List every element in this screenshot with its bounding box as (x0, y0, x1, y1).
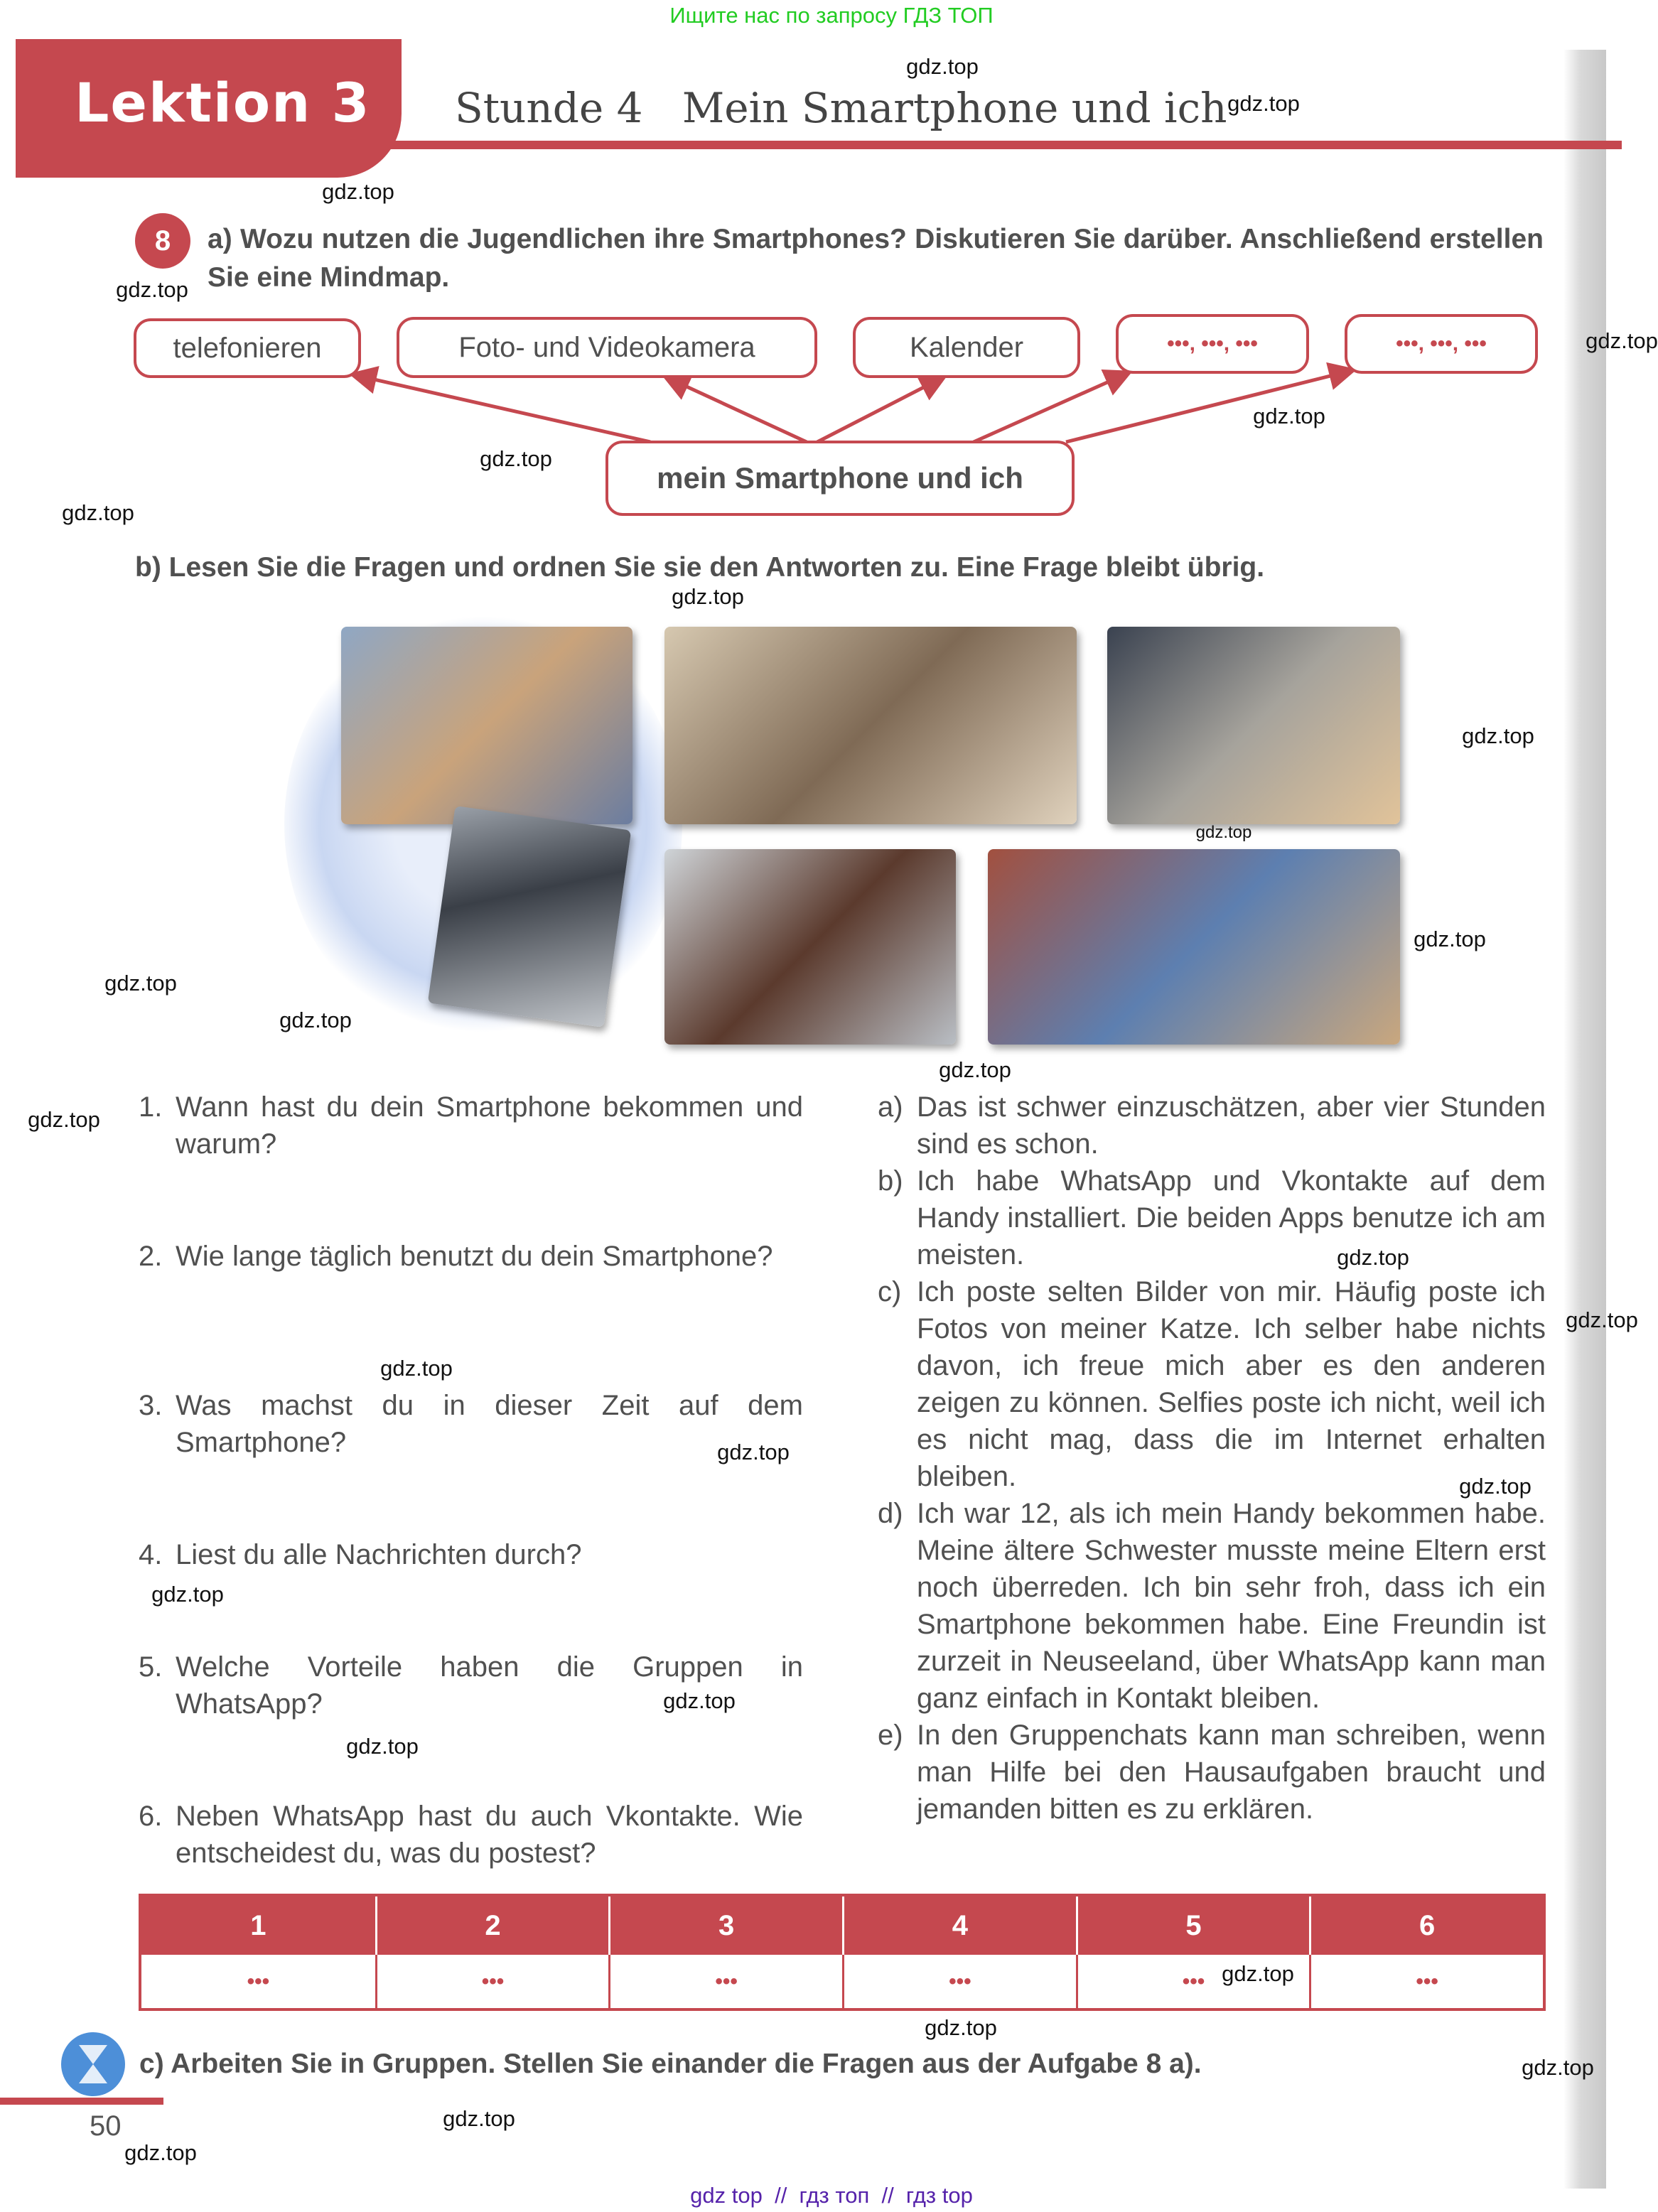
watermark: gdz.top (279, 1008, 352, 1032)
mindmap-node-kalender: Kalender (853, 317, 1080, 378)
table-cell: ••• (375, 1955, 609, 2008)
photo-friends-map (664, 627, 1077, 824)
table-cell: ••• (1076, 1955, 1310, 2008)
question-1: 1. Wann hast du dein Smartphone bekommen und warum? (139, 1091, 803, 1160)
footer-divider (0, 2098, 163, 2105)
watermark: gdz.top (104, 971, 177, 996)
watermark: gdz.top (151, 1582, 224, 1607)
watermark: gdz.top (939, 1057, 1011, 1082)
watermark: gdz.top (717, 1440, 790, 1464)
table-header: 4 (842, 1897, 1076, 1955)
watermark: gdz.top (1222, 1961, 1294, 1986)
question-4: 4. Liest du alle Nachrichten durch? (139, 1539, 582, 1570)
photo-young-man-phone (341, 627, 632, 824)
watermark: gdz.top (1459, 1474, 1532, 1499)
page-title: Stunde 4 Mein Smartphone und ich (455, 84, 1227, 132)
watermark: gdz.top (124, 2140, 197, 2165)
arrow-3 (817, 378, 942, 442)
watermark: gdz.top (1227, 91, 1300, 116)
watermark: gdz.top (1195, 823, 1252, 842)
table-cell: ••• (842, 1955, 1076, 2008)
arrow-2 (668, 378, 807, 442)
table-header: 3 (608, 1897, 842, 1955)
table-header: 1 (141, 1897, 375, 1955)
answer-b: b) Ich habe WhatsApp und Vkontakte auf dem Handy installiert. Die beiden Apps benutze ich am meisten. (878, 1165, 1546, 1270)
question-6: 6. Neben WhatsApp hast du auch Vkontakte. Wie entscheidest du, was du postest? (139, 1801, 803, 1869)
footer-links: gdz top // гдз топ // гдз top (690, 2183, 973, 2208)
watermark: gdz.top (1566, 1307, 1638, 1332)
answer-a: a) Das ist schwer einzuschätzen, aber vier Stunden sind es schon. (878, 1091, 1546, 1160)
watermark: gdz.top (1337, 1245, 1409, 1270)
answer-c: c) Ich poste selten Bilder von mir. Häufig poste ich Fotos von meiner Katze. Ich selber habe nichts davon, ich freue mich aber es den anderen zeigen zu können. Selfies poste ich nicht, weil ich es nicht mag, dass die im Internet erhalten bleiben. (878, 1276, 1546, 1492)
table-header: 2 (375, 1897, 609, 1955)
watermark: gdz.top (672, 584, 744, 609)
photo-selfie-car (664, 849, 956, 1045)
watermark: gdz.top (62, 500, 134, 525)
question-3: 3. Was machst du in dieser Zeit auf dem Smartphone? (139, 1390, 803, 1458)
watermark: gdz.top (443, 2106, 515, 2131)
watermark: gdz.top (380, 1356, 453, 1381)
watermark: gdz.top (1462, 723, 1534, 748)
mindmap-node-blank: •••, •••, ••• (1116, 314, 1309, 374)
task-c-instruction: c) Arbeiten Sie in Gruppen. Stellen Sie einander die Fragen aus der Aufgabe 8 a). (139, 2049, 1202, 2079)
watermark: gdz.top (28, 1107, 100, 1132)
task-number-badge: 8 (135, 213, 190, 269)
answers-list (878, 1089, 1546, 1828)
question-2: 2. Wie lange täglich benutzt du dein Smartphone? (139, 1241, 773, 1272)
group-work-icon (61, 2032, 125, 2096)
answer-matching-table (139, 1894, 1546, 2011)
watermark: gdz.top (480, 446, 552, 471)
search-hint: Ищите нас по запросу ГДЗ ТОП (669, 3, 994, 28)
question-5: 5. Welche Vorteile haben die Gruppen in WhatsApp? (139, 1651, 803, 1720)
watermark: gdz.top (663, 1688, 736, 1713)
mindmap-node-blank: •••, •••, ••• (1345, 314, 1538, 374)
watermark: gdz.top (1253, 404, 1325, 428)
mindmap-center: mein Smartphone und ich (605, 441, 1075, 516)
watermark: gdz.top (346, 1734, 419, 1759)
watermark: gdz.top (116, 277, 188, 302)
watermark: gdz.top (1586, 328, 1658, 353)
table-cell: ••• (608, 1955, 842, 2008)
task-a-instruction: a) Wozu nutzen die Jugendlichen ihre Smartphones? Diskutieren Sie darüber. Anschließend erstellen Sie eine Mindmap. (208, 224, 1544, 293)
task-b-instruction: b) Lesen Sie die Fragen und ordnen Sie sie den Antworten zu. Eine Frage bleibt übrig. (135, 552, 1265, 583)
mindmap-node-camera: Foto- und Videokamera (397, 317, 817, 378)
watermark: gdz.top (322, 179, 394, 204)
mindmap-node-telefonieren: telefonieren (134, 318, 361, 378)
photo-group-phones (988, 849, 1400, 1045)
lesson-title: Lektion 3 (75, 71, 371, 134)
watermark: gdz.top (1522, 2055, 1594, 2080)
answer-e: e) In den Gruppenchats kann man schreiben, wenn man Hilfe bei den Hausaufgaben braucht und jemanden bitten es zu erklären. (878, 1720, 1546, 1825)
watermark: gdz.top (925, 2015, 997, 2040)
photo-friends-car (1107, 627, 1400, 824)
table-cell: ••• (1309, 1955, 1543, 2008)
answer-d: d) Ich war 12, als ich mein Handy bekommen habe. Meine ältere Schwester musste meine Eltern erst noch überreden. Ich bin sehr froh, dass ich ein Smartphone bekommen habe. Eine Freundin ist zurzeit in Neuseeland, über WhatsApp kann man ganz einfach in Kontakt bleiben. (878, 1498, 1546, 1714)
table-header: 6 (1309, 1897, 1543, 1955)
smartphone-image (428, 806, 632, 1027)
table-cell: ••• (247, 1969, 270, 1993)
watermark: gdz.top (906, 54, 979, 79)
arrow-1 (355, 375, 650, 442)
page-number: 50 (90, 2110, 122, 2142)
watermark: gdz.top (1414, 927, 1486, 951)
table-header: 5 (1076, 1897, 1310, 1955)
